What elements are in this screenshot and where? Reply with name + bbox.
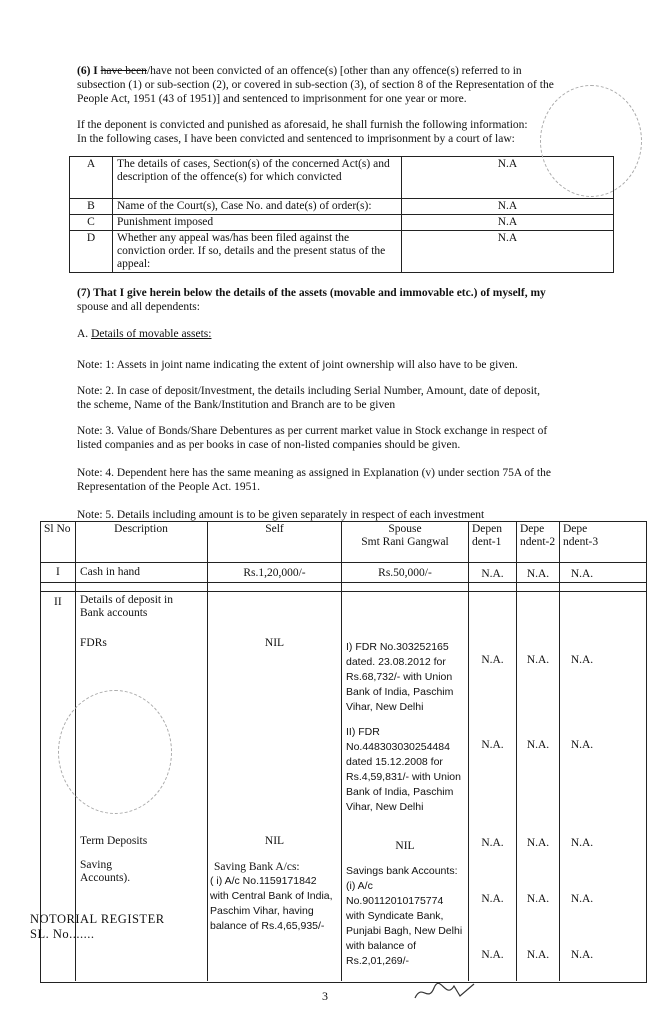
- saving-spouse: Savings bank Accounts: (i) A/c No.90112010175774 with Syndicate Bank, Punjabi Bagh, New Delhi with balance of Rs.2,01,269/-: [346, 865, 463, 967]
- header-dependent-2: Depe ndent-2: [520, 523, 556, 548]
- row-key: C: [70, 215, 113, 231]
- row-description: Cash in hand: [80, 566, 141, 578]
- na-cell: N.A.: [481, 949, 504, 961]
- item7-paragraph: [77, 286, 617, 314]
- na-cell: N.A.: [481, 739, 504, 751]
- note-2-line1: Note: 2. In case of deposit/Investment, the details including Serial Number, Amount, date of deposit,: [77, 385, 540, 397]
- row-description: Punishment imposed: [113, 215, 402, 231]
- row-self: Rs.1,20,000/-: [243, 567, 306, 579]
- table-row: [70, 199, 614, 215]
- row-key: D: [70, 231, 113, 273]
- row-dependent-3: N.A.: [570, 568, 594, 580]
- header-self: Self: [265, 523, 284, 535]
- note-2: [77, 384, 617, 412]
- term-deposits-self: NIL: [264, 835, 285, 847]
- na-cell: N.A.: [570, 654, 594, 666]
- note-3: [77, 424, 617, 452]
- item7-line1: (7) That I give herein below the details of the assets (movable and immovable etc.) of myself, my: [77, 287, 546, 299]
- row-description: Name of the Court(s), Case No. and date(s) of order(s):: [113, 199, 402, 215]
- fdr-2: II) FDR No.448303030254484 dated 15.12.2008 for Rs.4,59,831/- with Union Bank of India, Paschim Vihar, New Delhi: [346, 726, 461, 813]
- na-cell: N.A.: [570, 837, 594, 849]
- conviction-intro: [77, 118, 617, 146]
- fdr-1: I) FDR No.303252165 dated. 23.08.2012 for Rs.68,732/- with Union Bank of India, Paschim Vihar, New Delhi: [346, 641, 454, 713]
- row-key: A: [70, 157, 113, 199]
- notarial-register-line1: NOTORIAL REGISTER: [30, 912, 165, 926]
- item6-line2: subsection (1) or sub-section (2), or covered in sub-section (3), of section 8 of the Representation of the: [77, 79, 554, 91]
- term-deposits-label: Term Deposits: [80, 835, 148, 847]
- row-description: Details of deposit in Bank accounts: [80, 594, 173, 619]
- note-4-line1: Note: 4. Dependent here has the same meaning as assigned in Explanation (v) under section 75A of the: [77, 467, 551, 479]
- movable-heading-text: Details of movable assets:: [91, 328, 212, 340]
- note-4: [77, 466, 617, 494]
- na-cell: N.A.: [526, 949, 550, 961]
- saving-self-title: Saving Bank A/cs:: [214, 861, 300, 873]
- item6-line3: People Act, 1951 (43 of 1951)] and sentenced to imprisonment for one year or more.: [77, 93, 467, 105]
- row-spouse: Rs.50,000/-: [378, 567, 432, 579]
- item6-struck-text: have been: [100, 65, 147, 77]
- header-description: Description: [114, 523, 168, 535]
- header-sl: Sl No: [44, 523, 71, 535]
- table-row: [70, 231, 614, 273]
- row-key: B: [70, 199, 113, 215]
- row-dependent-1: N.A.: [481, 568, 504, 580]
- header-spouse-name: Smt Rani Gangwal: [361, 536, 449, 548]
- page-number: 3: [322, 989, 328, 1003]
- row-sl: I: [56, 566, 60, 578]
- na-cell: N.A.: [481, 837, 504, 849]
- conviction-intro-line2: In the following cases, I have been convicted and sentenced to imprisonment by a court of law:: [77, 133, 515, 145]
- na-cell: N.A.: [481, 893, 504, 905]
- note-3-line2: listed companies and as per books in case of non-listed companies should be given.: [77, 439, 461, 451]
- na-cell: N.A.: [526, 739, 550, 751]
- row-value: N.A: [402, 231, 614, 273]
- fdrs-label: FDRs: [80, 637, 107, 649]
- conviction-intro-line1: If the deponent is convicted and punished as aforesaid, he shall furnish the following information:: [77, 119, 528, 131]
- notary-seal-middle: [58, 690, 172, 814]
- term-deposits-spouse: NIL: [395, 840, 415, 852]
- table-divider: [341, 521, 342, 981]
- row-value: N.A: [402, 157, 614, 199]
- row-sl: II: [54, 596, 62, 608]
- row-description: The details of cases, Section(s) of the concerned Act(s) and description of the offence(s) for which convicted: [113, 157, 402, 199]
- header-dependent-3: Depe ndent-3: [563, 523, 599, 548]
- na-cell: N.A.: [570, 893, 594, 905]
- item6-paragraph: [77, 64, 617, 106]
- header-spouse-label: Spouse: [388, 523, 422, 535]
- na-cell: N.A.: [481, 654, 504, 666]
- table-divider: [40, 591, 646, 592]
- table-divider: [40, 562, 646, 563]
- note-4-line2: Representation of the People Act. 1951.: [77, 481, 261, 493]
- na-cell: N.A.: [526, 837, 550, 849]
- na-cell: N.A.: [526, 654, 550, 666]
- header-dependent-1: Depen dent-1: [472, 523, 503, 548]
- item6-prefix: (6) I: [77, 65, 101, 77]
- row-value: N.A: [402, 215, 614, 231]
- movable-heading: [77, 327, 617, 341]
- fdrs-self: NIL: [264, 637, 285, 649]
- na-cell: N.A.: [570, 739, 594, 751]
- header-spouse: [342, 523, 468, 549]
- signature: [410, 978, 480, 1008]
- note-1: Note: 1: Assets in joint name indicating the extent of joint ownership will also have to be given.: [77, 359, 518, 371]
- table-divider: [40, 582, 646, 583]
- note-3-line1: Note: 3. Value of Bonds/Share Debentures as per current market value in Stock exchange in respect of: [77, 425, 548, 437]
- notarial-register-line2: SL. No.......: [30, 927, 95, 941]
- table-row: [70, 157, 614, 199]
- na-cell: N.A.: [570, 949, 594, 961]
- item7-line2: spouse and all dependents:: [77, 301, 200, 313]
- table-row: [70, 215, 614, 231]
- note-5: Note: 5. Details including amount is to be given separately in respect of each investment: [77, 509, 485, 521]
- movable-heading-prefix: A.: [77, 328, 92, 340]
- row-dependent-2: N.A.: [526, 568, 550, 580]
- row-description: Whether any appeal was/has been filed against the conviction order. If so, details and the present status of the appeal:: [113, 231, 402, 273]
- notary-seal-top: [540, 85, 642, 197]
- item6-line1: /have not been convicted of an offence(s) [other than any offence(s) referred to in: [146, 65, 522, 77]
- na-cell: N.A.: [526, 893, 550, 905]
- row-value: N.A: [402, 199, 614, 215]
- notarial-register: [30, 912, 165, 942]
- saving-self: ( i) A/c No.1159171842 with Central Bank of India, Paschim Vihar, having balance of Rs.4,65,935/-: [210, 875, 333, 932]
- table-divider: [207, 521, 208, 981]
- conviction-table: [69, 156, 614, 273]
- note-2-line2: the scheme, Name of the Bank/Institution and Branch are to be given: [77, 399, 396, 411]
- saving-accounts-label: Saving Accounts).: [80, 859, 131, 884]
